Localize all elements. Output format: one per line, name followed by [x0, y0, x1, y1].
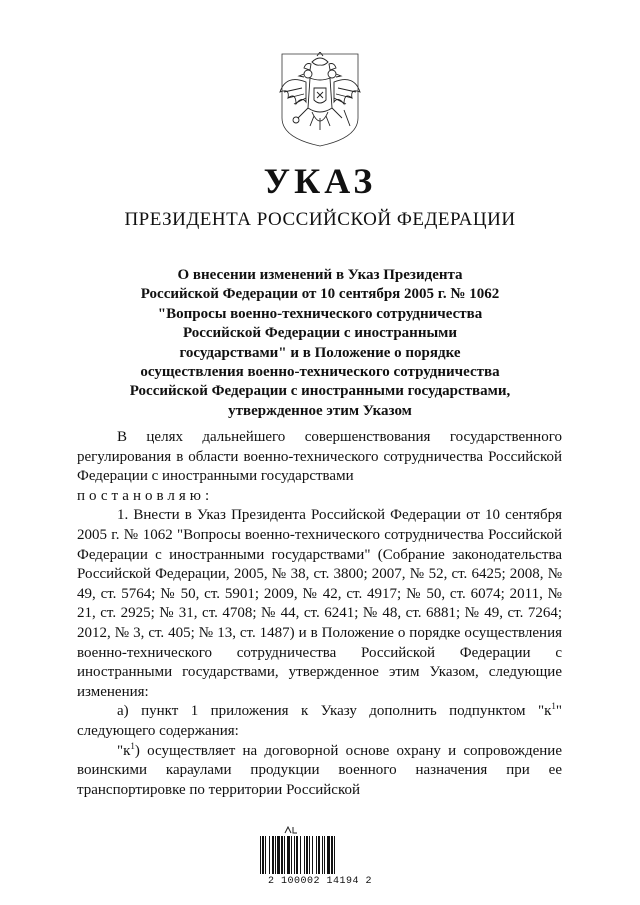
subject-line: государствами" и в Положение о порядке — [179, 344, 461, 361]
barcode-bar — [327, 836, 330, 874]
subject-line: осуществления военно-технического сотрудничества — [140, 364, 500, 381]
barcode-bar — [272, 836, 274, 874]
barcode-bar — [304, 836, 305, 874]
document-type-title: УКАЗ — [263, 161, 377, 201]
barcode-bar — [269, 836, 270, 874]
subject-line: О внесении изменений в Указ Президента — [177, 267, 463, 283]
barcode-bar — [281, 836, 283, 874]
subject-line: Российской Федерации от 10 сентября 2005 г. № 1062 — [140, 286, 500, 303]
barcode-bar — [291, 836, 292, 874]
issuer-heading: ПРЕЗИДЕНТА РОССИЙСКОЙ ФЕДЕРАЦИИ — [124, 209, 516, 230]
barcode-bar — [275, 836, 276, 874]
barcode-bar — [262, 836, 264, 874]
decree-paragraph — [77, 487, 562, 507]
barcode-bar — [324, 836, 325, 874]
barcode-bar — [309, 836, 310, 874]
barcode-bar — [312, 836, 313, 874]
item-a-paragraph: а) пункт 1 приложения к Указу дополнить подпунктом "$к^1$" следующего содержания: — [77, 701, 562, 739]
barcode-bar — [287, 836, 290, 874]
russian-coat-of-arms-emblem — [276, 52, 364, 148]
barcode-bar — [306, 836, 308, 874]
decree-word: постановляю: — [77, 487, 214, 504]
subject-line: "Вопросы военно-технического сотрудничества — [157, 305, 483, 322]
barcode-bar — [331, 836, 333, 874]
document-body — [77, 428, 562, 800]
subject-line: Российской Федерации с иностранными государствами, — [129, 383, 511, 400]
barcode-bar — [260, 836, 261, 874]
barcode-bar — [296, 836, 298, 874]
subject-line: Российской Федерации с иностранными — [182, 325, 458, 342]
quoted-subitem-paragraph: "$к^1$) осуществляет на договорной основе охрану и сопровождение воинскими караулами продукции военного назначения при ее транспортировке по территории Российской — [77, 740, 562, 798]
barcode-bars — [260, 836, 360, 874]
barcode-bar — [300, 836, 301, 874]
barcode-bar — [334, 836, 335, 874]
preamble-paragraph: В целях дальнейшего совершенствования государственного регулирования в области военно-технического сотрудничества Российской Федерации с иностранными государствами — [77, 429, 562, 485]
barcode-bar — [294, 836, 295, 874]
barcode-number: 2 100002 14194 2 — [267, 876, 372, 887]
item-1-paragraph: 1. Внести в Указ Президента Российской Федерации от 10 сентября 2005 г. № 1062 "Вопросы военно-технического сотрудничества Российской Федерации с иностранными государствами" (Собрание законодательства Российской Федерации, 2005, № 38, ст. 3800; 2007, № 52, ст. 6425; 2008, № 49, ст. 5764; № 50, ст. 5901; 2009, № 42, ст. 4917; № 50, ст. 6074; 2011, № 21, ст. 2925; № 31, ст. 4708; № 44, ст. 6241; № 48, ст. 6881; № 49, ст. 7264; 2012, № 3, ст. 405; № 13, ст. 1487) и в Положение о порядке осуществления военно-технического сотрудничества Российской Федерации с иностранными государствами, утвержденное этим Указом, следующие изменения: — [77, 507, 562, 700]
barcode-bar — [277, 836, 280, 874]
barcode-bar — [322, 836, 323, 874]
barcode-bar — [265, 836, 266, 874]
barcode-bar — [316, 836, 317, 874]
barcode-bar — [284, 836, 285, 874]
document-barcode — [250, 826, 390, 896]
barcode-mark-icon — [284, 826, 298, 834]
barcode-bar — [318, 836, 320, 874]
subject-line: утвержденное этим Указом — [228, 402, 412, 419]
document-subject — [100, 266, 540, 421]
